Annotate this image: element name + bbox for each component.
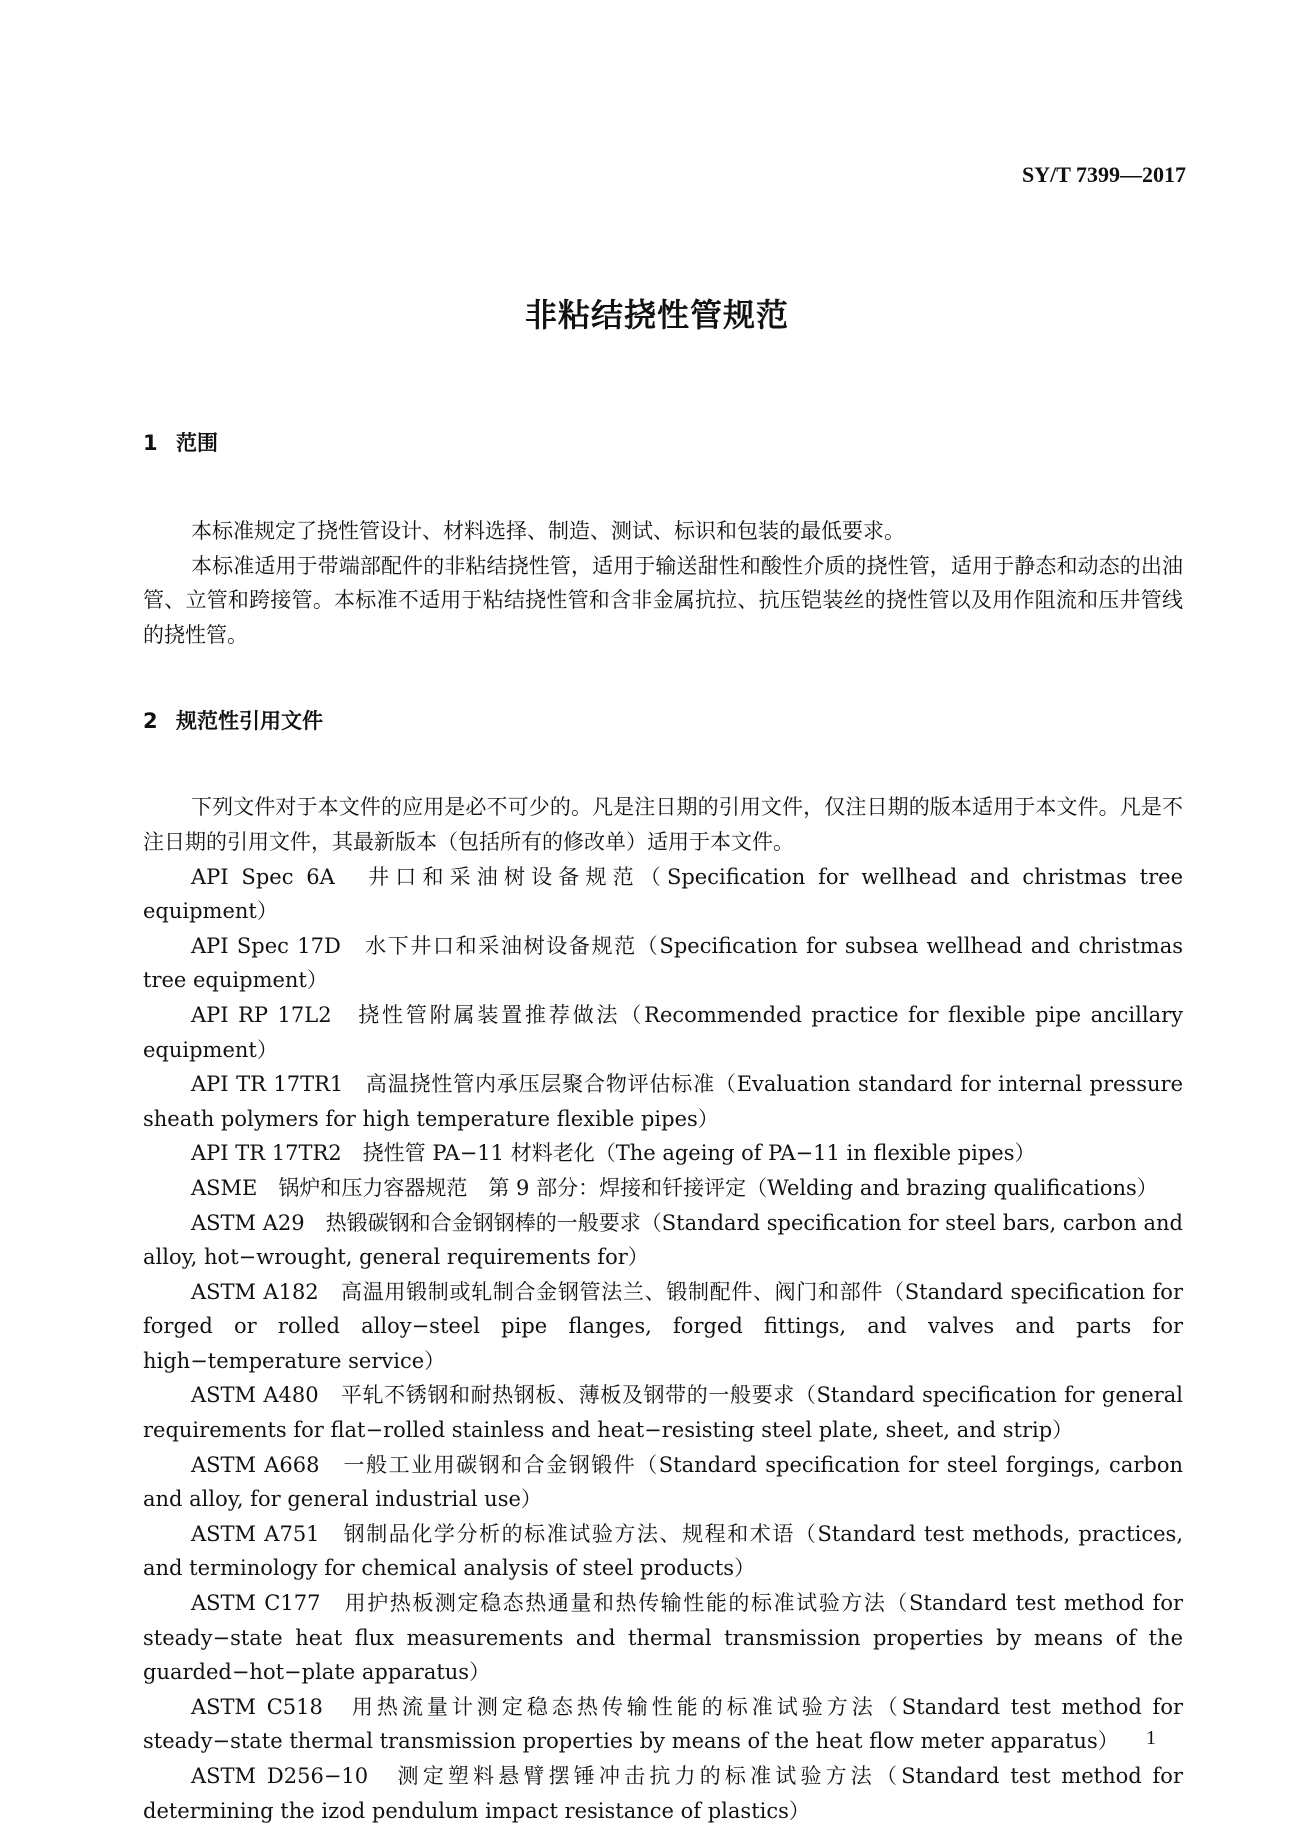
reference-item: API Spec 6A 井口和采油树设备规范（Specification for wellhead and christmas tree equipment） <box>143 864 1183 924</box>
reference-item: ASTM A751 钢制品化学分析的标准试验方法、规程和术语（Standard test methods, practices, and terminology for chemical analysis of steel products） <box>143 1521 1183 1581</box>
section-number: 1 <box>143 431 158 455</box>
section-heading-normative-references <box>143 706 1183 736</box>
reference-item: ASTM A480 平轧不锈钢和耐热钢板、薄板及钢带的一般要求（Standard specification for general requirements for flat−rolled stainless and heat−resisting steel plate, sheet, and strip） <box>143 1383 1183 1443</box>
reference-item: ASTM C177 用护热板测定稳态热通量和热传输性能的标准试验方法（Standard test method for steady−state heat flux measurements and thermal transmission properties by means of the guarded−hot−plate apparatus） <box>143 1591 1183 1685</box>
reference-item: API RP 17L2 挠性管附属装置推荐做法（Recommended practice for flexible pipe ancillary equipment） <box>143 1002 1183 1062</box>
standard-code: SY/T 7399—2017 <box>1021 162 1186 187</box>
reference-item: ASTM A182 高温用锻制或轧制合金钢管法兰、锻制配件、阀门和部件（Standard specification for forged or rolled alloy−steel pipe flanges, forged fittings, and valves and parts for high−temperature service） <box>143 1279 1183 1373</box>
paragraph: 下列文件对于本文件的应用是必不可少的。凡是注日期的引用文件，仅注日期的版本适用于本文件。凡是不注日期的引用文件，其最新版本（包括所有的修改单）适用于本文件。 <box>143 795 1183 854</box>
document-body <box>143 428 1183 1828</box>
reference-item: ASTM A668 一般工业用碳钢和合金钢锻件（Standard specification for steel forgings, carbon and alloy, for general industrial use） <box>143 1452 1183 1512</box>
paragraph: 本标准规定了挠性管设计、材料选择、制造、测试、标识和包装的最低要求。 <box>191 519 905 543</box>
section-title: 范围 <box>176 431 218 455</box>
reference-item: API Spec 17D 水下井口和采油树设备规范（Specification for subsea wellhead and christmas tree equipment） <box>143 933 1183 993</box>
section-number: 2 <box>143 709 158 734</box>
paragraph: 本标准适用于带端部配件的非粘结挠性管，适用于输送甜性和酸性介质的挠性管，适用于静态和动态的出油管、立管和跨接管。本标准不适用于粘结挠性管和含非金属抗拉、抗压铠装丝的挠性管以及用作阻流和压井管线的挠性管。 <box>143 553 1183 647</box>
page-number: 1 <box>1146 1727 1156 1749</box>
reference-item: API TR 17TR2 挠性管 PA−11 材料老化（The ageing of PA−11 in flexible pipes） <box>191 1141 1036 1166</box>
reference-item: API TR 17TR1 高温挠性管内承压层聚合物评估标准（Evaluation standard for internal pressure sheath polymers for high temperature flexible pipes） <box>143 1072 1183 1131</box>
document-title: 非粘结挠性管规范 <box>524 296 789 334</box>
reference-item: ASTM C518 用热流量计测定稳态热传输性能的标准试验方法（Standard test method for steady−state thermal transmission properties by means of the heat flow meter apparatus） <box>143 1694 1183 1754</box>
section-title: 规范性引用文件 <box>176 709 323 734</box>
reference-item: ASME 锅炉和压力容器规范 第 9 部分：焊接和钎接评定（Welding and brazing qualifications） <box>191 1175 1158 1200</box>
reference-item: ASTM A29 热锻碳钢和合金钢钢棒的一般要求（Standard specification for steel bars, carbon and alloy, hot−wrought, general requirements for） <box>143 1210 1183 1270</box>
reference-item: ASTM D256−10 测定塑料悬臂摆锤冲击抗力的标准试验方法（Standard test method for determining the izod pendulum impact resistance of plastics） <box>143 1764 1183 1823</box>
section-heading-scope <box>143 428 1183 458</box>
